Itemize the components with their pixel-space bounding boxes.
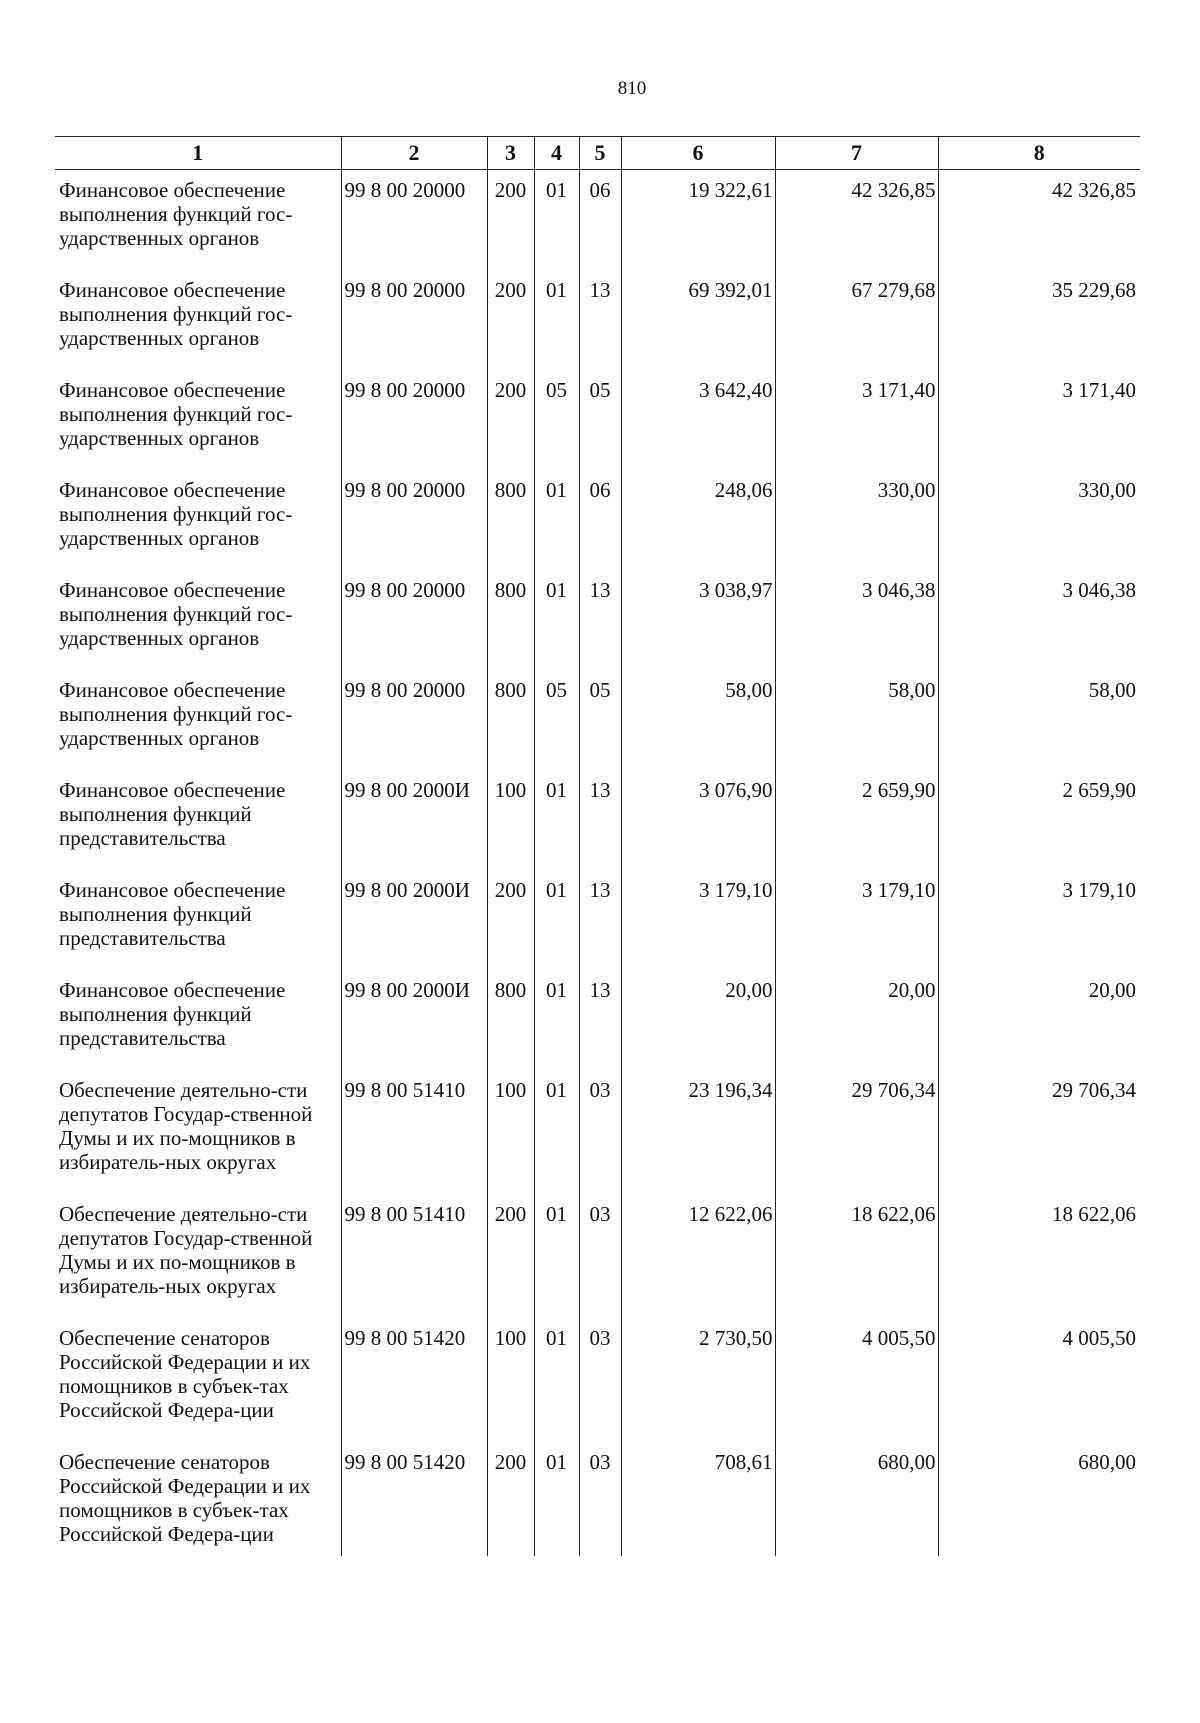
row-name: Обеспечение деятельно-сти депутатов Государ-ственной Думы и их по-мощников в избиратель-ных округах xyxy=(55,1070,341,1194)
table-row xyxy=(55,770,1140,870)
row-value-6: 12 622,06 xyxy=(621,1194,775,1318)
column-header: 7 xyxy=(775,137,938,170)
row-value-8: 4 005,50 xyxy=(938,1318,1140,1442)
row-name: Финансовое обеспечение выполнения функций представительства xyxy=(55,870,341,970)
row-name: Финансовое обеспечение выполнения функций представительства xyxy=(55,970,341,1070)
row-code: 99 8 00 20000 xyxy=(341,470,487,570)
row-col4: 01 xyxy=(534,970,579,1070)
row-code: 99 8 00 20000 xyxy=(341,570,487,670)
row-value-6: 2 730,50 xyxy=(621,1318,775,1442)
row-col5: 13 xyxy=(579,270,621,370)
row-col5: 13 xyxy=(579,970,621,1070)
row-value-8: 3 046,38 xyxy=(938,570,1140,670)
row-value-6: 248,06 xyxy=(621,470,775,570)
row-value-8: 35 229,68 xyxy=(938,270,1140,370)
row-code: 99 8 00 20000 xyxy=(341,370,487,470)
table-row xyxy=(55,170,1140,271)
table-row xyxy=(55,370,1140,470)
row-col5: 03 xyxy=(579,1442,621,1556)
row-col3: 200 xyxy=(487,270,534,370)
row-value-8: 3 171,40 xyxy=(938,370,1140,470)
row-col5: 03 xyxy=(579,1318,621,1442)
table-row xyxy=(55,470,1140,570)
row-col3: 200 xyxy=(487,1442,534,1556)
row-value-7: 67 279,68 xyxy=(775,270,938,370)
column-header: 3 xyxy=(487,137,534,170)
row-col4: 01 xyxy=(534,170,579,271)
row-value-7: 58,00 xyxy=(775,670,938,770)
row-name: Финансовое обеспечение выполнения функций гос-ударственных органов xyxy=(55,470,341,570)
row-col4: 01 xyxy=(534,1194,579,1318)
row-value-8: 3 179,10 xyxy=(938,870,1140,970)
row-col4: 05 xyxy=(534,370,579,470)
row-value-6: 708,61 xyxy=(621,1442,775,1556)
row-value-6: 3 076,90 xyxy=(621,770,775,870)
row-col3: 800 xyxy=(487,970,534,1070)
row-code: 99 8 00 2000И xyxy=(341,970,487,1070)
row-col5: 03 xyxy=(579,1194,621,1318)
row-col4: 01 xyxy=(534,870,579,970)
page-number: 810 xyxy=(617,78,647,99)
table-row xyxy=(55,870,1140,970)
row-col4: 01 xyxy=(534,1070,579,1194)
column-header: 6 xyxy=(621,137,775,170)
row-name: Обеспечение сенаторов Российской Федерации и их помощников в субъек-тах Российской Федера-ции xyxy=(55,1442,341,1556)
row-value-6: 19 322,61 xyxy=(621,170,775,271)
budget-table xyxy=(55,136,1140,1556)
row-value-7: 18 622,06 xyxy=(775,1194,938,1318)
row-col3: 100 xyxy=(487,1318,534,1442)
row-col3: 200 xyxy=(487,870,534,970)
row-col4: 01 xyxy=(534,1442,579,1556)
row-col3: 100 xyxy=(487,1070,534,1194)
table-row xyxy=(55,970,1140,1070)
row-code: 99 8 00 51420 xyxy=(341,1318,487,1442)
row-col5: 05 xyxy=(579,370,621,470)
table-row xyxy=(55,1442,1140,1556)
row-col3: 800 xyxy=(487,670,534,770)
row-code: 99 8 00 51420 xyxy=(341,1442,487,1556)
row-col5: 05 xyxy=(579,670,621,770)
row-value-7: 3 171,40 xyxy=(775,370,938,470)
row-col5: 13 xyxy=(579,770,621,870)
row-col3: 100 xyxy=(487,770,534,870)
table-row xyxy=(55,570,1140,670)
row-name: Финансовое обеспечение выполнения функций гос-ударственных органов xyxy=(55,170,341,271)
row-col3: 800 xyxy=(487,470,534,570)
row-value-8: 18 622,06 xyxy=(938,1194,1140,1318)
row-col4: 01 xyxy=(534,770,579,870)
row-value-8: 680,00 xyxy=(938,1442,1140,1556)
row-value-6: 23 196,34 xyxy=(621,1070,775,1194)
row-value-7: 330,00 xyxy=(775,470,938,570)
row-col3: 800 xyxy=(487,570,534,670)
row-value-8: 20,00 xyxy=(938,970,1140,1070)
row-col5: 13 xyxy=(579,570,621,670)
table-row xyxy=(55,1194,1140,1318)
row-value-6: 3 179,10 xyxy=(621,870,775,970)
row-value-7: 4 005,50 xyxy=(775,1318,938,1442)
row-col5: 06 xyxy=(579,470,621,570)
row-value-7: 29 706,34 xyxy=(775,1070,938,1194)
column-header: 2 xyxy=(341,137,487,170)
column-header: 8 xyxy=(938,137,1140,170)
table-row xyxy=(55,1070,1140,1194)
row-code: 99 8 00 51410 xyxy=(341,1070,487,1194)
row-name: Финансовое обеспечение выполнения функций гос-ударственных органов xyxy=(55,370,341,470)
row-value-6: 3 642,40 xyxy=(621,370,775,470)
row-value-6: 58,00 xyxy=(621,670,775,770)
column-header: 1 xyxy=(55,137,341,170)
row-code: 99 8 00 20000 xyxy=(341,270,487,370)
row-col5: 06 xyxy=(579,170,621,271)
row-col4: 01 xyxy=(534,570,579,670)
row-col5: 13 xyxy=(579,870,621,970)
row-value-8: 330,00 xyxy=(938,470,1140,570)
row-col3: 200 xyxy=(487,1194,534,1318)
row-name: Финансовое обеспечение выполнения функций гос-ударственных органов xyxy=(55,270,341,370)
row-value-8: 42 326,85 xyxy=(938,170,1140,271)
row-value-7: 20,00 xyxy=(775,970,938,1070)
row-col3: 200 xyxy=(487,370,534,470)
row-value-7: 3 046,38 xyxy=(775,570,938,670)
column-header: 4 xyxy=(534,137,579,170)
row-value-8: 2 659,90 xyxy=(938,770,1140,870)
row-value-7: 2 659,90 xyxy=(775,770,938,870)
row-col4: 01 xyxy=(534,270,579,370)
row-value-7: 42 326,85 xyxy=(775,170,938,271)
row-code: 99 8 00 20000 xyxy=(341,170,487,271)
row-name: Финансовое обеспечение выполнения функций гос-ударственных органов xyxy=(55,570,341,670)
row-col3: 200 xyxy=(487,170,534,271)
row-value-6: 69 392,01 xyxy=(621,270,775,370)
row-value-7: 680,00 xyxy=(775,1442,938,1556)
row-value-7: 3 179,10 xyxy=(775,870,938,970)
row-value-6: 3 038,97 xyxy=(621,570,775,670)
column-header: 5 xyxy=(579,137,621,170)
table-row xyxy=(55,670,1140,770)
row-col4: 05 xyxy=(534,670,579,770)
row-col5: 03 xyxy=(579,1070,621,1194)
row-code: 99 8 00 2000И xyxy=(341,770,487,870)
row-value-6: 20,00 xyxy=(621,970,775,1070)
row-name: Финансовое обеспечение выполнения функций гос-ударственных органов xyxy=(55,670,341,770)
row-col4: 01 xyxy=(534,470,579,570)
row-code: 99 8 00 20000 xyxy=(341,670,487,770)
row-name: Обеспечение сенаторов Российской Федерации и их помощников в субъек-тах Российской Федера-ции xyxy=(55,1318,341,1442)
row-name: Финансовое обеспечение выполнения функций представительства xyxy=(55,770,341,870)
row-code: 99 8 00 2000И xyxy=(341,870,487,970)
row-value-8: 29 706,34 xyxy=(938,1070,1140,1194)
table-row xyxy=(55,270,1140,370)
table-header-row xyxy=(55,137,1140,170)
row-name: Обеспечение деятельно-сти депутатов Государ-ственной Думы и их по-мощников в избиратель-ных округах xyxy=(55,1194,341,1318)
row-code: 99 8 00 51410 xyxy=(341,1194,487,1318)
table-row xyxy=(55,1318,1140,1442)
row-col4: 01 xyxy=(534,1318,579,1442)
row-value-8: 58,00 xyxy=(938,670,1140,770)
